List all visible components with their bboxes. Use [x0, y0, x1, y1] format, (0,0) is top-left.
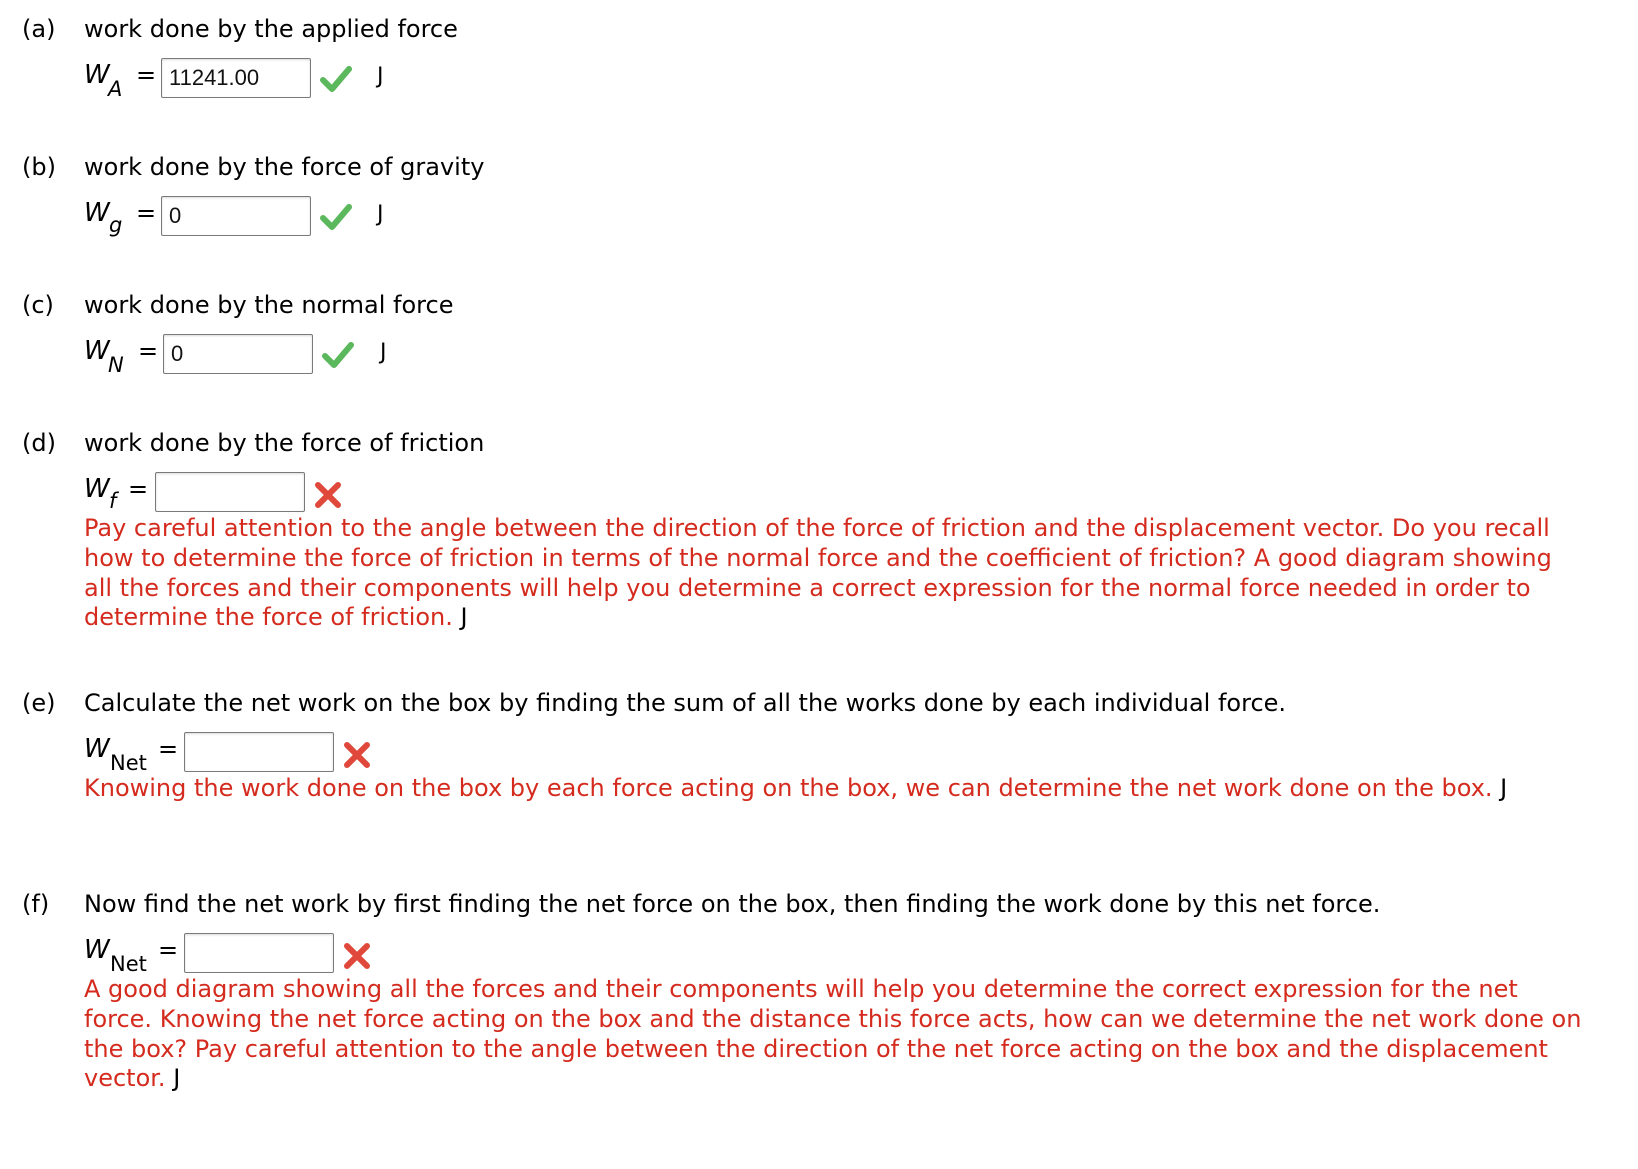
feedback-text: A good diagram showing all the forces and their components will help you determine the correct expression for the net force. Knowing the net force acting on the box and the distance this force acts, how can we determine the net work done on the box? Pay careful attention to the angle between the direction of the net force acting on the box and the displacement vector.: [84, 975, 1582, 1093]
answer-input[interactable]: [155, 472, 305, 512]
unit-label: J: [377, 64, 384, 89]
equals-sign: =: [138, 337, 159, 365]
feedback-message: [84, 975, 1584, 1094]
question-text: work done by the normal force: [84, 291, 454, 319]
part-label: (c): [22, 291, 54, 319]
unit-label: J: [377, 202, 384, 227]
variable-subscript: Net: [110, 751, 147, 775]
equals-sign: =: [128, 475, 149, 503]
part-label: (a): [22, 15, 56, 43]
variable-symbol: W: [84, 198, 110, 228]
equals-sign: =: [136, 61, 157, 89]
answer-input[interactable]: [184, 933, 334, 973]
variable-symbol: W: [84, 60, 110, 90]
equals-sign: =: [136, 199, 157, 227]
answer-input[interactable]: [184, 732, 334, 772]
variable-symbol: W: [84, 734, 110, 764]
answer-input[interactable]: [161, 58, 311, 98]
variable-subscript: A: [108, 77, 123, 101]
answer-input[interactable]: [161, 196, 311, 236]
part-label: (f): [22, 890, 50, 918]
check-icon: [320, 64, 352, 94]
part-label: (b): [22, 153, 56, 181]
feedback-text: Knowing the work done on the box by each force acting on the box, we can determine the net work done on the box.: [84, 774, 1493, 802]
variable-subscript: N: [108, 353, 124, 377]
cross-icon: [341, 941, 373, 971]
unit-label: J: [1500, 774, 1508, 802]
answer-input[interactable]: [163, 334, 313, 374]
variable-symbol: W: [84, 935, 110, 965]
question-text: Calculate the net work on the box by finding the sum of all the works done by each individual force.: [84, 689, 1287, 717]
question-text: work done by the applied force: [84, 15, 458, 43]
variable-subscript: f: [109, 489, 117, 513]
cross-icon: [341, 740, 373, 770]
equals-sign: =: [158, 735, 179, 763]
unit-label: J: [173, 1064, 181, 1093]
feedback-message: [84, 774, 1574, 804]
variable-subscript: Net: [110, 952, 147, 976]
question-text: work done by the force of friction: [84, 429, 485, 457]
variable-symbol: W: [84, 474, 110, 504]
variable-symbol: W: [84, 336, 110, 366]
check-icon: [320, 202, 352, 232]
part-label: (e): [22, 689, 56, 717]
variable-subscript: g: [109, 213, 123, 237]
unit-label: J: [380, 340, 387, 365]
question-text: Now find the net work by first finding the net force on the box, then finding the work done by this net force.: [84, 890, 1381, 918]
feedback-text: Pay careful attention to the angle between the direction of the force of friction and the displacement vector. Do you recall how to determine the force of friction in terms of the normal force and the coefficient of friction? A good diagram showing all the forces and their components will help you determine a correct expression for the normal force needed in order to determine the force of friction.: [84, 514, 1552, 632]
part-label: (d): [22, 429, 56, 457]
unit-label: J: [460, 603, 468, 632]
feedback-message: [84, 514, 1584, 633]
question-text: work done by the force of gravity: [84, 153, 485, 181]
equals-sign: =: [158, 936, 179, 964]
cross-icon: [312, 480, 344, 510]
check-icon: [322, 340, 354, 370]
